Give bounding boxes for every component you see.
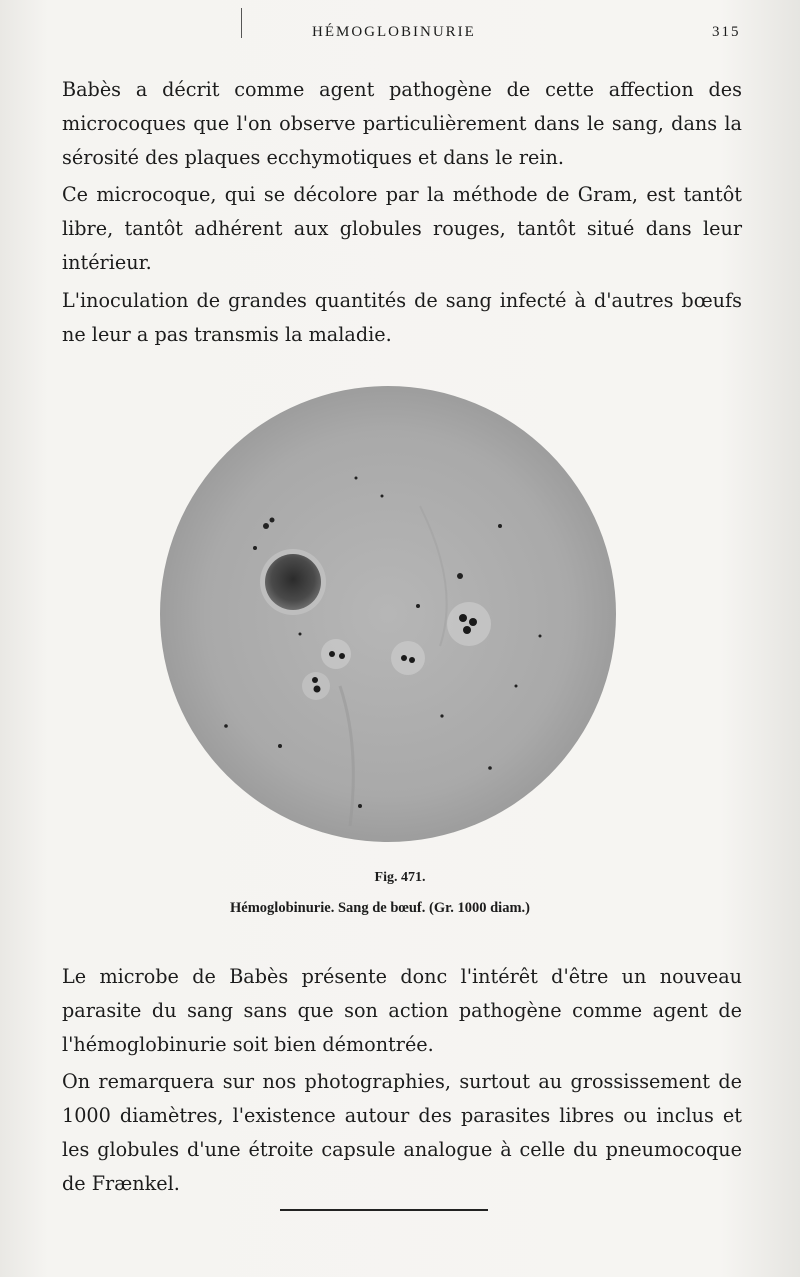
paragraph-2: Ce microcoque, qui se décolore par la méthode de Gram, est tantôt libre, tantôt adhérent aux globules rouges, tantôt situé dans leur intérieur. xyxy=(62,183,742,274)
paragraph-4: Le microbe de Babès présente donc l'intérêt d'être un nouveau parasite du sang sans que son action pathogène comme agent de l'hémoglobinurie soit bien démontrée. xyxy=(62,965,742,1056)
red-globule xyxy=(447,602,491,646)
paragraph-1: Babès a décrit comme agent pathogène de cette affection des microcoques que l'on observe particulièrement dans le sang, dans la sérosité des plaques ecchymotiques et dans le rein. xyxy=(62,78,742,169)
running-title: HÉMOGLOBINURIE xyxy=(312,24,476,40)
end-rule xyxy=(280,1209,488,1211)
gutter-mark xyxy=(241,8,242,38)
figure-number: Fig. 471. xyxy=(374,870,426,885)
page-number: 315 xyxy=(712,24,741,40)
micrograph-figure xyxy=(160,386,616,842)
red-globule xyxy=(321,639,351,669)
figure-caption: Hémoglobinurie. Sang de bœuf. (Gr. 1000 diam.) xyxy=(230,900,530,916)
paragraph-5: On remarquera sur nos photographies, surtout au grossissement de 1000 diamètres, l'existence autour des parasites libres ou inclus et les globules d'une étroite capsule analogue à celle du pneumocoque de Frænkel. xyxy=(62,1070,742,1195)
red-globule xyxy=(391,641,425,675)
paragraph-3: L'inoculation de grandes quantités de sang infecté à d'autres bœufs ne leur a pas transmis la maladie. xyxy=(62,289,742,346)
micrograph-field xyxy=(160,386,616,842)
